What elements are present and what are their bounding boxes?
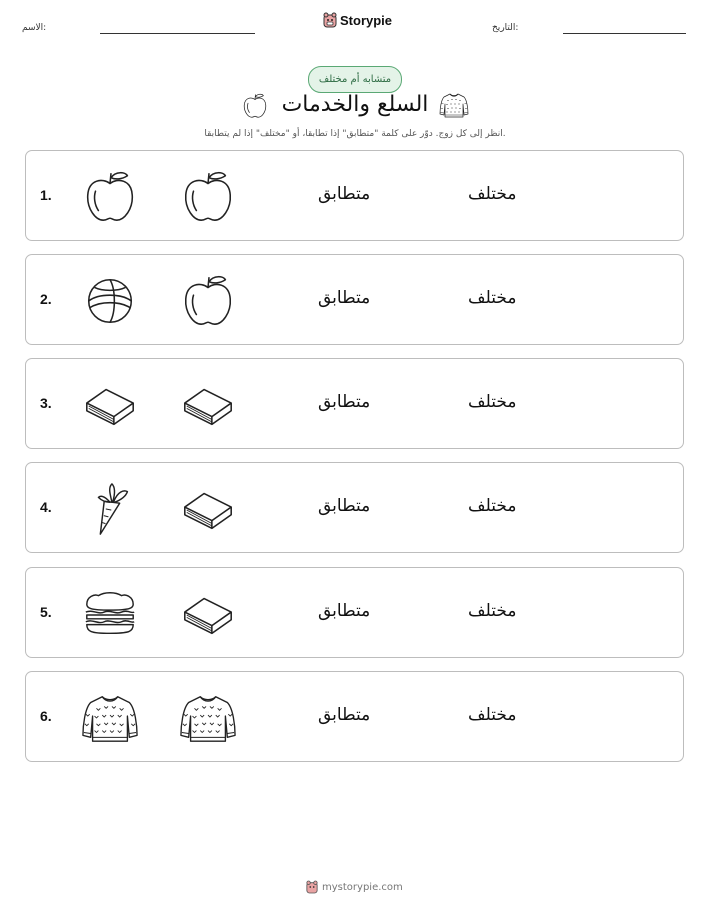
same-option[interactable]: متطابق <box>318 288 371 308</box>
apple-icon <box>179 168 237 226</box>
same-option[interactable]: متطابق <box>318 601 371 621</box>
different-option[interactable]: مختلف <box>468 705 517 725</box>
carrot-icon <box>81 480 139 538</box>
same-option[interactable]: متطابق <box>318 496 371 516</box>
question-number: 1. <box>40 187 52 203</box>
page-title: السلع والخدمات <box>281 92 429 117</box>
question-row <box>25 462 684 553</box>
date-label: التاريخ: <box>492 23 519 33</box>
same-option[interactable]: متطابق <box>318 184 371 204</box>
storypie-mascot-icon <box>323 12 337 28</box>
name-line[interactable] <box>100 33 255 34</box>
question-row <box>25 358 684 449</box>
question-number: 5. <box>40 604 52 620</box>
same-option[interactable]: متطابق <box>318 392 371 412</box>
question-row <box>25 254 684 345</box>
storypie-mascot-icon <box>306 880 318 894</box>
book-icon <box>179 480 237 538</box>
footer <box>306 880 403 894</box>
different-option[interactable]: مختلف <box>468 288 517 308</box>
question-row <box>25 150 684 241</box>
brand-logo <box>323 12 392 28</box>
apple-icon <box>241 91 269 125</box>
different-option[interactable]: مختلف <box>468 601 517 621</box>
apple-icon <box>179 272 237 330</box>
sweater-icon <box>438 90 470 124</box>
question-row <box>25 671 684 762</box>
book-icon <box>179 585 237 643</box>
different-option[interactable]: مختلف <box>468 184 517 204</box>
same-option[interactable]: متطابق <box>318 705 371 725</box>
sweater-icon <box>81 689 139 747</box>
different-option[interactable]: مختلف <box>468 392 517 412</box>
question-row <box>25 567 684 658</box>
instructions: انظر إلى كل زوج. دوّر على كلمة "متطابق" إذا تطابقا، أو "مختلف" إذا لم يتطابقا. <box>204 129 506 139</box>
name-label: الاسم: <box>22 23 47 33</box>
topic-badge: متشابه أم مختلف <box>308 66 402 93</box>
ball-icon <box>81 272 139 330</box>
different-option[interactable]: مختلف <box>468 496 517 516</box>
question-number: 4. <box>40 499 52 515</box>
book-icon <box>179 376 237 434</box>
book-icon <box>81 376 139 434</box>
sandwich-icon <box>81 585 139 643</box>
question-number: 6. <box>40 708 52 724</box>
brand-name: Storypie <box>340 12 393 28</box>
sweater-icon <box>179 689 237 747</box>
question-number: 2. <box>40 291 52 307</box>
question-number: 3. <box>40 395 52 411</box>
date-line[interactable] <box>563 33 686 34</box>
apple-icon <box>81 168 139 226</box>
footer-url[interactable]: mystorypie.com <box>322 881 403 893</box>
